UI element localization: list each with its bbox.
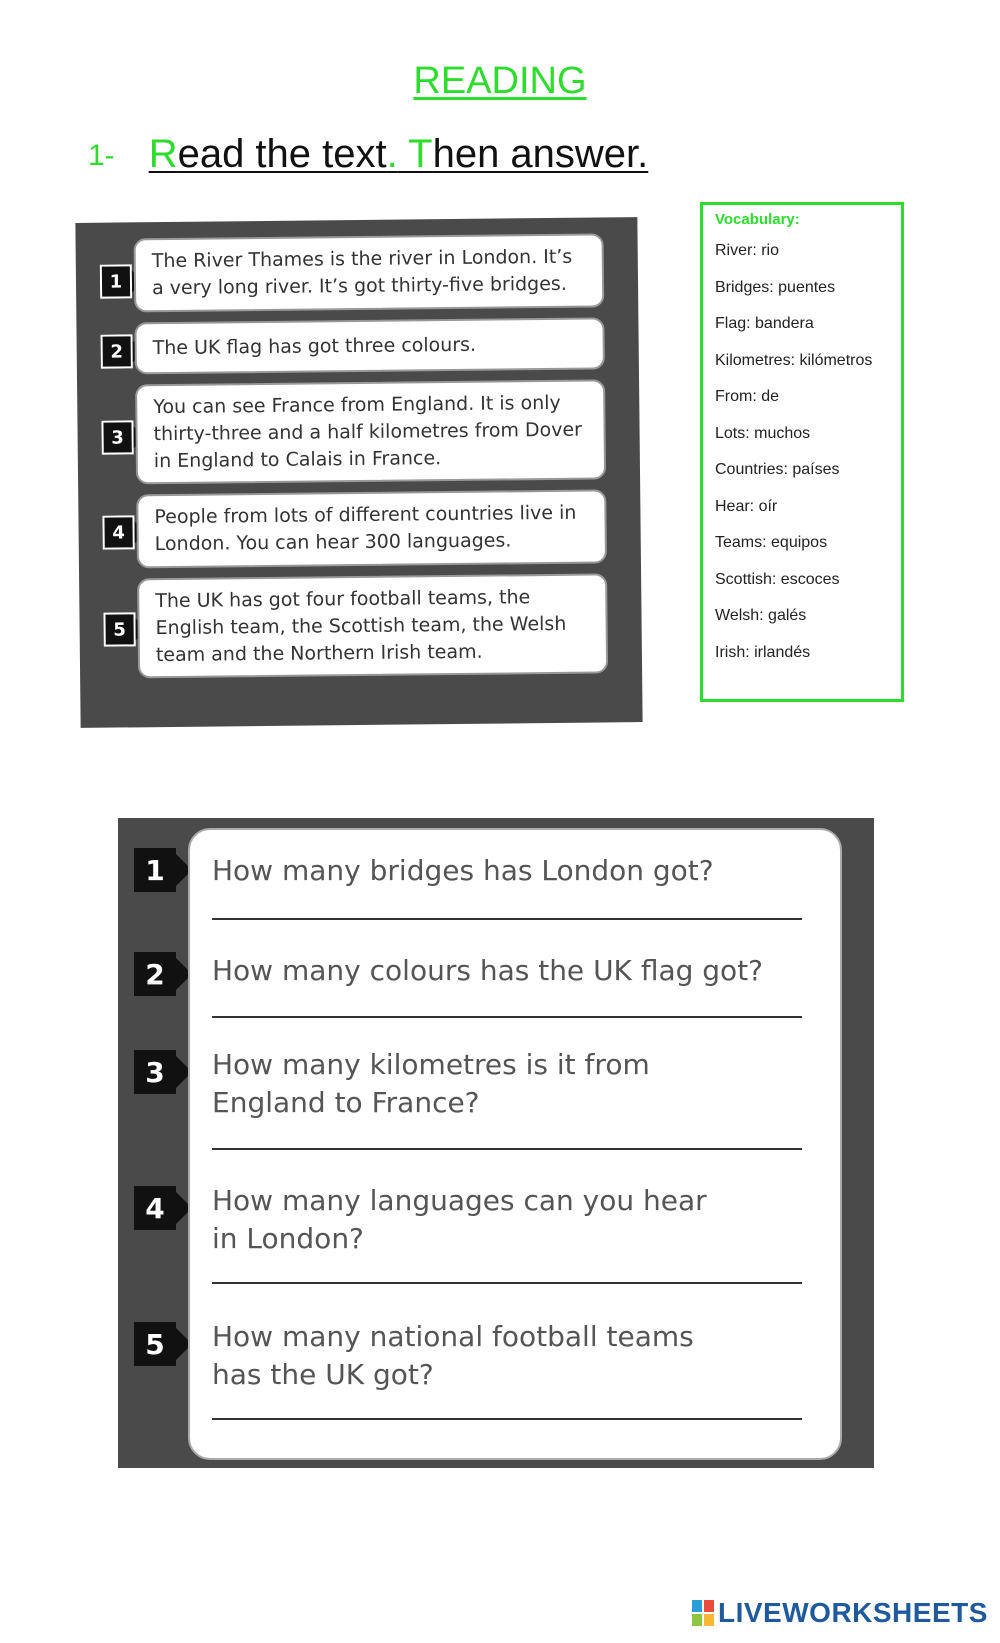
question-4: How many languages can you hear in London? xyxy=(212,1184,707,1255)
question-1: How many bridges has London got? xyxy=(212,854,714,887)
instruction: 1- Read the text. Then answer. xyxy=(88,132,649,176)
vocab-item: Flag: bandera xyxy=(715,315,814,332)
vocab-item: Welsh: galés xyxy=(715,607,807,624)
box-number-5: 5 xyxy=(103,612,135,646)
page-title: READING xyxy=(413,60,587,102)
box-number-4: 4 xyxy=(102,515,134,549)
text-box-5: The UK has got four football teams, the English team, the Scottish team, the Welsh team and the Northern Irish team. xyxy=(137,573,608,678)
vocab-item: Bridges: puentes xyxy=(715,278,836,296)
vocabulary-heading: Vocabulary: xyxy=(715,211,800,228)
vocab-item: Irish: irlandés xyxy=(715,643,811,661)
text-box-1: The River Thames is the river in London. It’s a very long river. It’s got thirty-five bridges. xyxy=(134,233,605,312)
question-number-1: 1 xyxy=(134,848,176,892)
question-5: How many national football teams has the UK got? xyxy=(212,1320,694,1391)
liveworksheets-logo: LIVEWORKSHEETS xyxy=(692,1597,988,1629)
box-number-2: 2 xyxy=(101,334,133,368)
questions-card xyxy=(188,828,842,1460)
vocab-item: River: rio xyxy=(715,242,780,259)
text-box-2: The UK flag has got three colours. xyxy=(134,317,605,374)
answer-line-5[interactable] xyxy=(212,1418,802,1420)
vocab-item: Kilometres: kilómetros xyxy=(715,351,873,369)
answer-line-3[interactable] xyxy=(212,1148,802,1150)
question-2: How many colours has the UK flag got? xyxy=(212,954,764,987)
vocabulary-box xyxy=(700,202,904,702)
reading-text-panel xyxy=(75,217,642,728)
box-number-1: 1 xyxy=(100,264,132,298)
vocab-item: From: de xyxy=(715,388,780,405)
text-box-3: You can see France from England. It is only thirty-three and a half kilometres from Dover in England to Calais in France. xyxy=(135,379,606,484)
vocab-item: Lots: muchos xyxy=(715,424,811,442)
vocab-item: Scottish: escoces xyxy=(715,570,840,588)
logo-icon xyxy=(692,1600,714,1626)
question-number-4: 4 xyxy=(134,1186,176,1230)
vocab-item: Teams: equipos xyxy=(715,534,828,551)
question-number-5: 5 xyxy=(134,1322,176,1366)
answer-line-2[interactable] xyxy=(212,1016,802,1018)
question-number-2: 2 xyxy=(134,952,176,996)
question-number-3: 3 xyxy=(134,1050,176,1094)
answer-line-1[interactable] xyxy=(212,918,802,920)
vocab-item: Hear: oír xyxy=(715,497,778,515)
vocab-item: Countries: países xyxy=(715,461,840,478)
instruction-number: 1- xyxy=(88,139,115,172)
box-number-3: 3 xyxy=(101,420,133,454)
question-3: How many kilometres is it from England to France? xyxy=(212,1048,650,1119)
text-box-4: People from lots of different countries live in London. You can hear 300 languages. xyxy=(136,489,607,568)
questions-panel xyxy=(118,818,874,1468)
answer-line-4[interactable] xyxy=(212,1282,802,1284)
